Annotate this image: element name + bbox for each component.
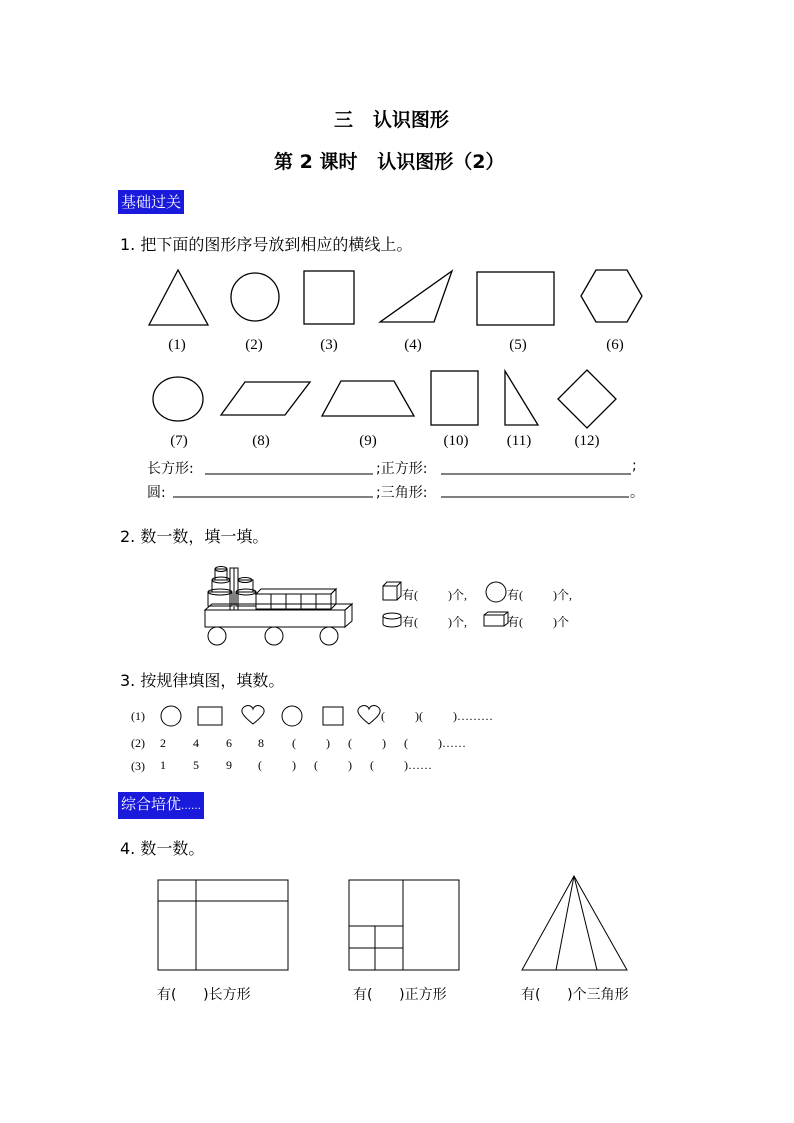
triangle-count-answer: 有( )个三角形 bbox=[521, 987, 629, 1003]
question-3-prompt: 3. 按规律填图，填数。 bbox=[120, 671, 285, 690]
shape-label: (5) bbox=[509, 337, 527, 353]
shape-12-square bbox=[558, 370, 616, 428]
shape-5-rectangle bbox=[477, 272, 554, 325]
pattern-row-3-label: (3) bbox=[131, 759, 145, 773]
pattern-heart-icon bbox=[358, 706, 380, 724]
cuboid-icon bbox=[484, 612, 508, 626]
shape-8-parallelogram bbox=[221, 382, 310, 415]
shape-1-triangle bbox=[149, 270, 208, 325]
shape-4-triangle bbox=[380, 271, 452, 322]
shape-label: (12) bbox=[574, 433, 600, 449]
pattern-row-1-label: (1) bbox=[131, 709, 145, 723]
cylinder-icon bbox=[383, 613, 401, 627]
count-rectangles-figure bbox=[158, 880, 288, 970]
shape-label: (10) bbox=[443, 433, 469, 449]
blank-square-label: ;正方形: bbox=[376, 461, 428, 477]
section-advanced-dots: …… bbox=[181, 801, 202, 812]
square-count-answer: 有( )正方形 bbox=[353, 987, 447, 1003]
train-picture bbox=[205, 567, 352, 646]
shape-label: (3) bbox=[320, 337, 338, 353]
blank-circle-label: 圆: bbox=[147, 485, 166, 501]
pattern-heart-icon bbox=[242, 706, 264, 724]
shape-label: (2) bbox=[245, 337, 263, 353]
sequence-value: 2 bbox=[160, 736, 166, 750]
cylinder-count-blank: 有( )个, bbox=[402, 615, 467, 629]
pattern-row-3-blanks: ( ) ( ) ( )…… bbox=[258, 758, 432, 772]
pattern-circle-icon bbox=[282, 706, 302, 726]
pattern-square-icon bbox=[198, 707, 222, 725]
question-4-prompt: 4. 数一数。 bbox=[120, 839, 205, 858]
shape-3-square bbox=[304, 271, 354, 324]
count-triangles-figure bbox=[522, 876, 627, 970]
count-squares-figure bbox=[349, 880, 459, 970]
shape-label: (4) bbox=[404, 337, 422, 353]
shape-label: (7) bbox=[170, 433, 188, 449]
unit-title: 三 认识图形 bbox=[334, 109, 449, 131]
question-1-prompt: 1. 把下面的图形序号放到相应的横线上。 bbox=[120, 235, 413, 254]
section-advanced-label: 综合培优 bbox=[121, 795, 182, 813]
section-advanced-banner bbox=[118, 792, 204, 819]
lesson-title: 第 2 课时 认识图形（2） bbox=[274, 151, 505, 173]
shape-label: (11) bbox=[506, 433, 532, 449]
shape-7-circle bbox=[153, 377, 203, 421]
sequence-value: 5 bbox=[193, 758, 199, 772]
cuboid-count-blank: 有( )个 bbox=[507, 615, 569, 629]
rectangle-count-answer: 有( )长方形 bbox=[157, 987, 251, 1003]
pattern-row-1-blanks: ( )( )……… bbox=[381, 709, 493, 723]
sequence-value: 9 bbox=[226, 758, 232, 772]
blank-rectangle-label: 长方形: bbox=[147, 461, 194, 477]
shape-2-circle bbox=[231, 273, 279, 321]
shape-label: (8) bbox=[252, 433, 270, 449]
sequence-value: 1 bbox=[160, 758, 166, 772]
sphere-count-blank: 有( )个, bbox=[507, 588, 572, 602]
pattern-circle-icon bbox=[161, 706, 181, 726]
blank-end-semicolon: ; bbox=[632, 458, 637, 474]
shape-10-rectangle bbox=[431, 371, 478, 425]
shape-9-trapezoid bbox=[322, 381, 414, 416]
pattern-square-icon bbox=[323, 707, 343, 725]
shape-label: (9) bbox=[359, 433, 377, 449]
cube-icon bbox=[383, 582, 401, 600]
shape-11-triangle bbox=[505, 371, 538, 425]
sequence-value: 8 bbox=[258, 736, 264, 750]
cube-count-blank: 有( )个, bbox=[402, 588, 467, 602]
blank-end-period: 。 bbox=[630, 485, 644, 501]
sequence-value: 6 bbox=[226, 736, 232, 750]
blank-triangle-label: ;三角形: bbox=[376, 485, 428, 501]
pattern-row-2-blanks: ( ) ( ) ( )…… bbox=[292, 736, 466, 750]
pattern-row-2-label: (2) bbox=[131, 736, 145, 750]
shape-label: (6) bbox=[606, 337, 624, 353]
shape-label: (1) bbox=[168, 337, 186, 353]
sphere-icon bbox=[486, 582, 506, 602]
sequence-value: 4 bbox=[193, 736, 199, 750]
shape-6-hexagon bbox=[581, 270, 642, 322]
question-2-prompt: 2. 数一数，填一填。 bbox=[120, 527, 269, 546]
section-basic-banner: 基础过关 bbox=[118, 190, 184, 214]
